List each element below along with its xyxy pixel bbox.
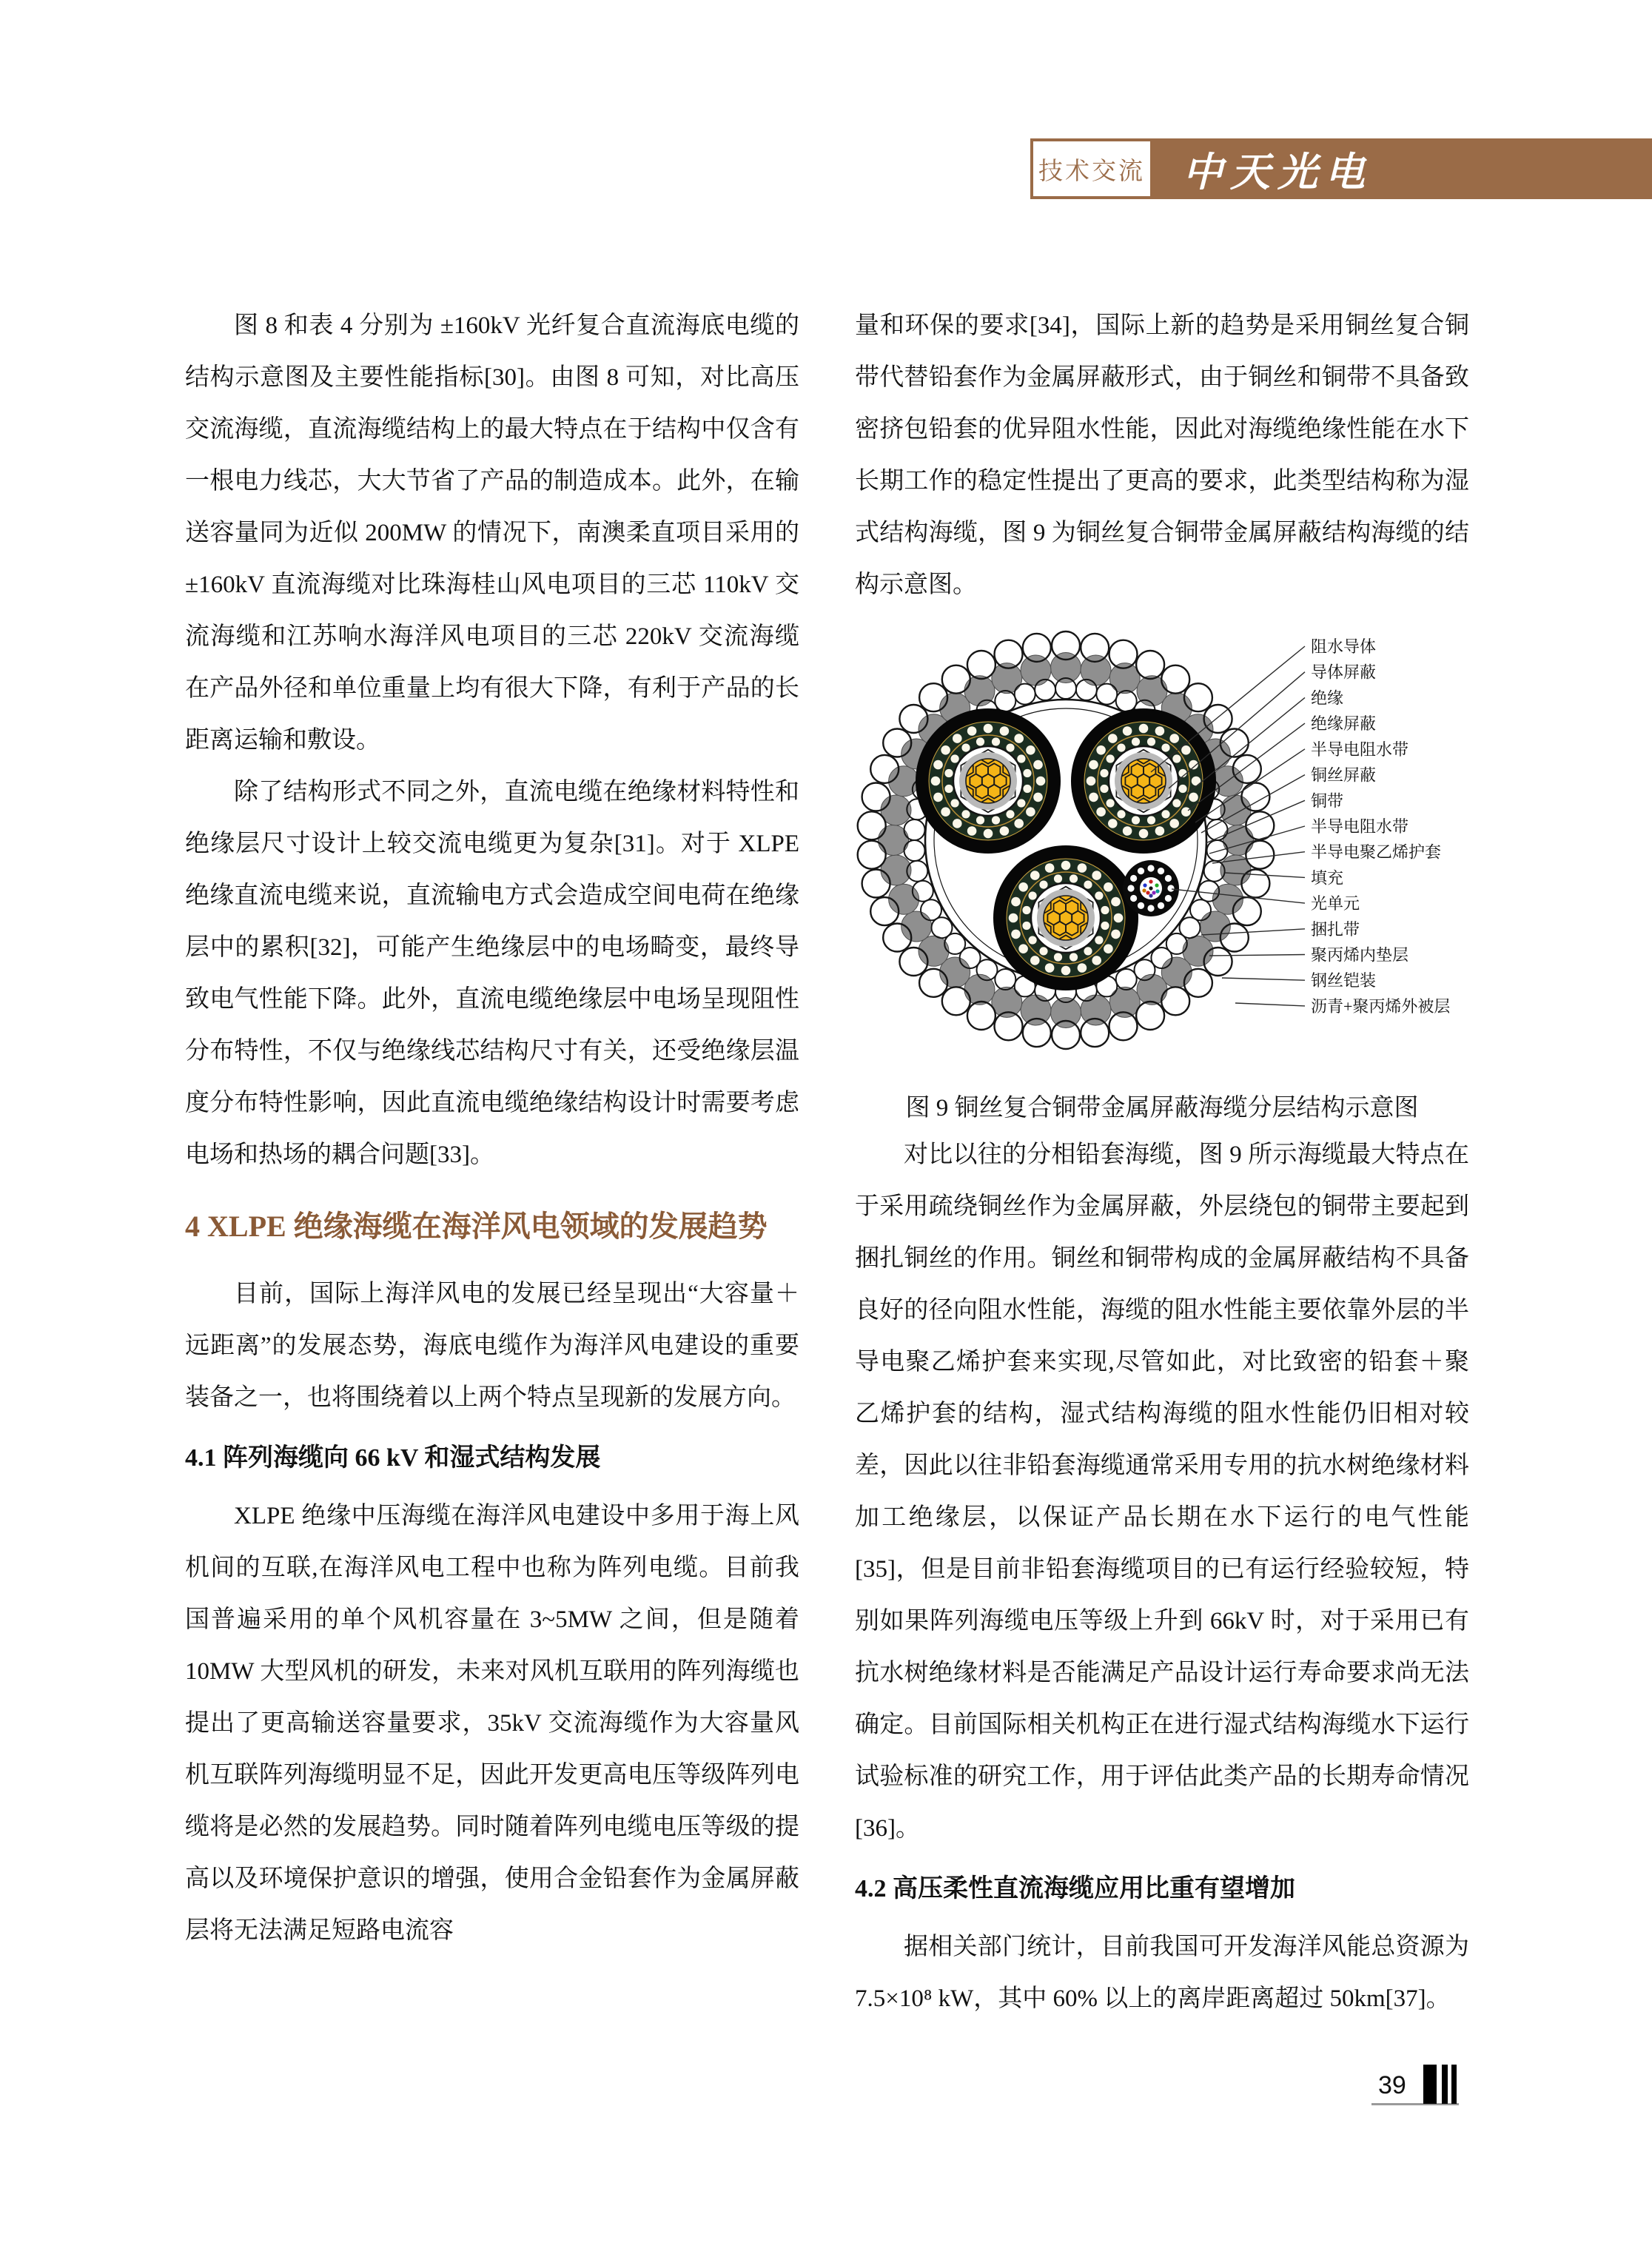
figure-label: 沥青+聚丙烯外被层 <box>1311 996 1451 1016</box>
power-core <box>1071 708 1216 854</box>
footer-bars-icon <box>1451 2065 1457 2104</box>
figure-label: 半导电阻水带 <box>1311 817 1409 836</box>
power-core <box>993 845 1138 990</box>
figure-9 <box>855 611 1469 1129</box>
brand-logo <box>1183 142 1405 195</box>
footer-bars-icon <box>1442 2065 1448 2104</box>
brand-logo-text: 中天光电 <box>1183 150 1372 195</box>
subsection-heading-4-1: 4.1 阵列海缆向 66 kV 和湿式结构发展 <box>185 1444 601 1472</box>
figure-label: 导体屏蔽 <box>1311 663 1377 682</box>
column-badge-label: 技术交流 <box>1038 156 1145 184</box>
figure-label: 绝缘屏蔽 <box>1311 714 1377 734</box>
figure-label: 半导电聚乙烯护套 <box>1311 842 1442 862</box>
paragraph-wet-cable-waterblocking: 对比以往的分相铅套海缆，图 9 所示海缆最大特点在于采用疏绕铜丝作为金属屏蔽，外层绕包的铜带主要起到捆扎铜丝的作用。铜丝和铜带构成的金属屏蔽结构不具备良好的径向阻水性能，海缆的阻水性能主要依靠外层的半导电聚乙烯护套来实现,尽管如此，对比致密的铅套＋聚乙烯护套的结构，湿式结构海缆的阻水性能仍旧相对较差，因此以往非铅套海缆通常采用专用的抗水树绝缘材料加工绝缘层，以保证产品长期在水下运行的电气性能[35]，但是目前非铅套海缆项目的已有运行经验较短，特别如果阵列海缆电压等级上升到 66kV 时，对于采用已有抗水树绝缘材料是否能满足产品设计运行寿命要求尚无法确定。目前国际相关机构正在进行湿式结构海缆水下运行试验标准的研究工作，用于评估此类产品的长期寿命情况[36]。 <box>855 1141 1469 1842</box>
right-column <box>855 300 1469 2025</box>
figure-9-caption: 图 9 铜丝复合铜带金属屏蔽海缆分层结构示意图 <box>905 1095 1419 1122</box>
section-heading-4: 4 XLPE 绝缘海缆在海洋风电领域的发展趋势 <box>185 1210 768 1243</box>
figure-label: 半导电阻水带 <box>1311 740 1409 759</box>
paragraph-array-cable: XLPE 绝缘中压海缆在海洋风电建设中多用于海上风机间的互联,在海洋风电工程中也称为阵列电缆。目前我国普遍采用的单个风机容量在 3~5MW 之间，但是随着 10MW 大型风机的研发，未来对风机互联用的阵列海缆也提出了更高输送容量要求，35kV 交流海缆作为大容量风机互联阵列海缆明显不足，因此开发更高电压等级阵列电缆将是必然的发展趋势。同时随着阵列电缆电压等级的提高以及环境保护意识的增强，使用合金铅套作为金属屏蔽层将无法满足短路电流容 <box>185 1503 799 1944</box>
optical-unit <box>1123 860 1179 916</box>
figure-label: 钢丝铠装 <box>1311 971 1377 990</box>
left-column <box>185 300 799 1957</box>
paragraph-offshore-trend: 目前，国际上海洋风电的发展已经呈现出“大容量＋远距离”的发展态势，海底电缆作为海洋风电建设的重要装备之一，也将围绕着以上两个特点呈现新的发展方向。 <box>185 1281 799 1411</box>
footer-bars-icon <box>1423 2065 1437 2104</box>
subsection-heading-4-2: 4.2 高压柔性直流海缆应用比重有望增加 <box>855 1875 1295 1902</box>
cable-cross-section-figure <box>855 611 1639 1084</box>
page-number: 39 <box>1378 2071 1406 2099</box>
figure-label: 填充 <box>1311 868 1344 888</box>
figure-label: 聚丙烯内垫层 <box>1311 945 1409 965</box>
figure-label: 绝缘 <box>1311 688 1344 708</box>
figure-label: 阻水导体 <box>1311 637 1377 656</box>
paragraph-wet-structure: 量和环保的要求[34]，国际上新的趋势是采用铜丝复合铜带代替铅套作为金属屏蔽形式，由于铜丝和铜带不具备致密挤包铅套的优异阻水性能，因此对海缆绝缘性能在水下长期工作的稳定性提出了更高的要求，此类型结构称为湿式结构海缆，图 9 为铜丝复合铜带金属屏蔽结构海缆的结构示意图。 <box>855 312 1469 598</box>
paragraph-hvdc-resources: 据相关部门统计，目前我国可开发海洋风能总资源为 7.5×10⁸ kW，其中 60% 以上的离岸距离超过 50km[37]。 <box>855 1934 1469 2012</box>
paragraph-dc-cable-structure: 图 8 和表 4 分别为 ±160kV 光纤复合直流海底电缆的结构示意图及主要性能指标[30]。由图 8 可知，对比高压交流海缆，直流海缆结构上的最大特点在于结构中仅含有一根电力线芯，大大节省了产品的制造成本。此外，在输送容量同为近似 200MW 的情况下，南澳柔直项目采用的 ±160kV 直流海缆对比珠海桂山风电项目的三芯 110kV 交流海缆和江苏响水海洋风电项目的三芯 220kV 交流海缆在产品外径和单位重量上均有很大下降，有利于产品的长距离运输和敷设。 <box>185 312 799 754</box>
figure-labels <box>1311 637 1450 1016</box>
column-badge <box>1030 138 1153 199</box>
figure-label: 光单元 <box>1311 894 1360 913</box>
figure-label: 铜丝屏蔽 <box>1311 765 1377 785</box>
paragraph-dc-insulation-design: 除了结构形式不同之外，直流电缆在绝缘材料特性和绝缘层尺寸设计上较交流电缆更为复杂[31]。对于 XLPE 绝缘直流电缆来说，直流输电方式会造成空间电荷在绝缘层中的累积[32]，可能产生绝缘层中的电场畸变，最终导致电气性能下降。此外，直流电缆绝缘层中电场呈现阻性分布特性，不仅与绝缘线芯结构尺寸有关，还受绝缘层温度分布特性影响，因此直流电缆绝缘结构设计时需要考虑电场和热场的耦合问题[33]。 <box>185 779 799 1168</box>
figure-label: 铜带 <box>1311 791 1344 811</box>
figure-label: 捆扎带 <box>1311 919 1360 939</box>
power-core <box>916 708 1061 854</box>
